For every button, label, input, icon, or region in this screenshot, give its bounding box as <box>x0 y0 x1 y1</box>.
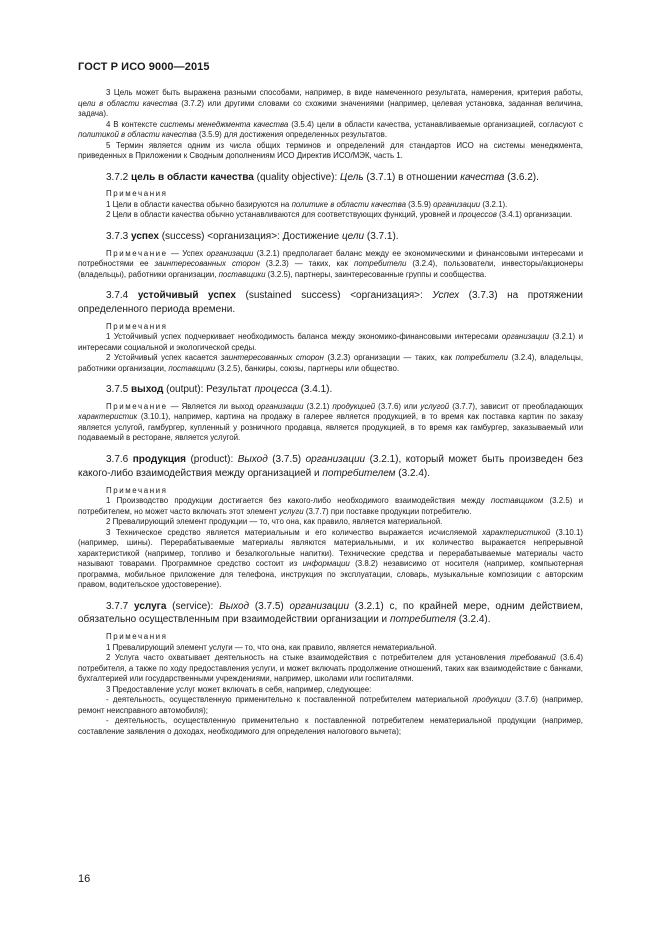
note-3-7-1-3: 3 Цель может быть выражена разными способами, например, в виде намеченного результата, намерения, критерия работы, цели в области качества (3.7.2) или другими словами со схожими значениями (например, целевая установка, заданная величина, задача). <box>78 88 583 118</box>
page-number: 16 <box>78 873 91 885</box>
term-3-7-2: 3.7.2 цель в области качества (quality objective): Цель (3.7.1) в отношении качества (3.6.2). <box>106 171 539 183</box>
term-3-7-5: 3.7.5 выход (output): Результат процесса (3.4.1). <box>106 384 333 396</box>
note-3-7-7-1: 1 Превалирующий элемент услуги — то, что она, как правило, является нематериальной. <box>106 642 437 652</box>
list-item: - деятельность, осуществленную применительно к поставленной потребителем нематериальной продукции (например, составление заявления о доходах, необходимого для определения налогового вычета); <box>78 716 583 736</box>
term-3-7-3: 3.7.3 успех (success) <организация>: Достижение цели (3.7.1). <box>106 230 399 242</box>
notes-title: Примечания <box>106 632 168 642</box>
note-3-7-7-2: 2 Услуга часто охватывает деятельность на стыке взаимодействия с потребителем для установления требований (3.6.4) потребителя, а также по ходу предоставления услуги, и может включать продолжение отношений, таких как взаимодействие с банками, бухгалтерией или государственными учреждениями, например, школами или госпиталями. <box>78 653 583 684</box>
note-3-7-5: Примечание — Является ли выход организации (3.2.1) продукцией (3.7.6) или услугой (3.7.7), зависит от преобладающих характеристик (3.10.1), например, картина на продажу в галерее является продукцией, в то время как поставка картин по заказу является услугой, гамбургер, купленный у розничного продавца, является продукцией, в то время как гамбургер, заказываемый или подаваемый в ресторане, является услугой. <box>78 401 583 443</box>
term-3-7-4: 3.7.4 устойчивый успех (sustained success) <организация>: Успех (3.7.3) на протяжении определенного периода времени. <box>78 290 584 315</box>
note-3-7-3: Примечание — Успех организации (3.2.1) предполагает баланс между ее экономическими и финансовыми интересами и потребностями ее заинтересованных сторон (3.2.3) — таких, как потребители (3.2.4), пользователи, инвесторы/акционеры (владельцы), работники организации, поставщики (3.2.5), партнеры, заинтересованные группы и сообщества. <box>78 248 583 279</box>
list-item: - деятельность, осуществленную применительно к поставленной потребителем материальной продукции (3.7.6) (например, ремонт неисправного автомобиля); <box>78 695 583 715</box>
note-3-7-6-3: 3 Техническое средство является материальным и его количество выражается исчисляемой характеристикой (3.10.1) (например, шины). Перерабатываемые материалы являются материальными, и их количество выражается непрерывной характеристикой (например, топливо и безалкогольные напитки). Технические средства и перерабатываемые материалы часто называют товарами. Программное средство состоит из информации (3.8.2) независимо от носителя (например, компьютерная программа, мобильное приложение для телефона, инструкция по эксплуатации, словарь, музыкальные композиции с авторским правом, водительское удостоверение). <box>78 527 583 590</box>
notes-title: Примечания <box>106 485 168 495</box>
note-3-7-1-4: 4 В контексте системы менеджмента качества (3.5.4) цели в области качества, устанавливаемые организацией, согласуют с политикой в области качества (3.5.9) для достижения определенных результатов. <box>78 119 583 139</box>
note-3-7-2-1: 1 Цели в области качества обычно базируются на политике в области качества (3.5.9) организации (3.2.1). <box>106 199 508 209</box>
document-header: ГОСТ Р ИСО 9000—2015 <box>78 61 210 73</box>
document-body <box>78 88 583 737</box>
note-3-7-1-5: 5 Термин является одним из числа общих терминов и определений для стандартов ИСО на системы менеджмента, приведенных в Приложении к Сводным дополнениям ИСО Директив ИСО/МЭК, часть 1. <box>78 140 583 160</box>
note-3-7-4-2: 2 Устойчивый успех касается заинтересованных сторон (3.2.3) организации — таких, как потребители (3.2.4), владельцы, работники организации, поставщики (3.2.5), банкиры, союзы, партнеры или общество. <box>78 353 584 373</box>
term-3-7-6: 3.7.6 продукция (product): Выход (3.7.5) организации (3.2.1), который может быть произведен без какого-либо взаимодействия между организацией и потребителем (3.2.4). <box>78 453 583 479</box>
notes-title: Примечания <box>106 321 168 331</box>
note-3-7-7-3: 3 Предоставление услуг может включать в себя, например, следующее: <box>106 684 372 694</box>
note-3-7-6-1: 1 Производство продукции достигается без какого-либо необходимого взаимодействия между поставщиком (3.2.5) и потребителем, но может часто включать этот элемент услуги (3.7.7) при поставке продукции потребителю. <box>78 496 583 516</box>
note-3-7-2-2: 2 Цели в области качества обычно устанавливаются для соответствующих функций, уровней и процессов (3.4.1) организации. <box>106 210 573 220</box>
notes-title: Примечания <box>106 189 168 199</box>
note-3-7-4-1: 1 Устойчивый успех подчеркивает необходимость баланса между экономико-финансовыми интересами организации (3.2.1) и интересами социальной и экологической среды. <box>78 332 583 352</box>
term-3-7-7: 3.7.7 услуга (service): Выход (3.7.5) организации (3.2.1) с, по крайней мере, одним действием, обязательно осуществленным при взаимодействии организации и потребителя (3.2.4). <box>78 600 583 626</box>
note-3-7-6-2: 2 Превалирующий элемент продукции — то, что она, как правило, является материальной. <box>106 517 443 527</box>
